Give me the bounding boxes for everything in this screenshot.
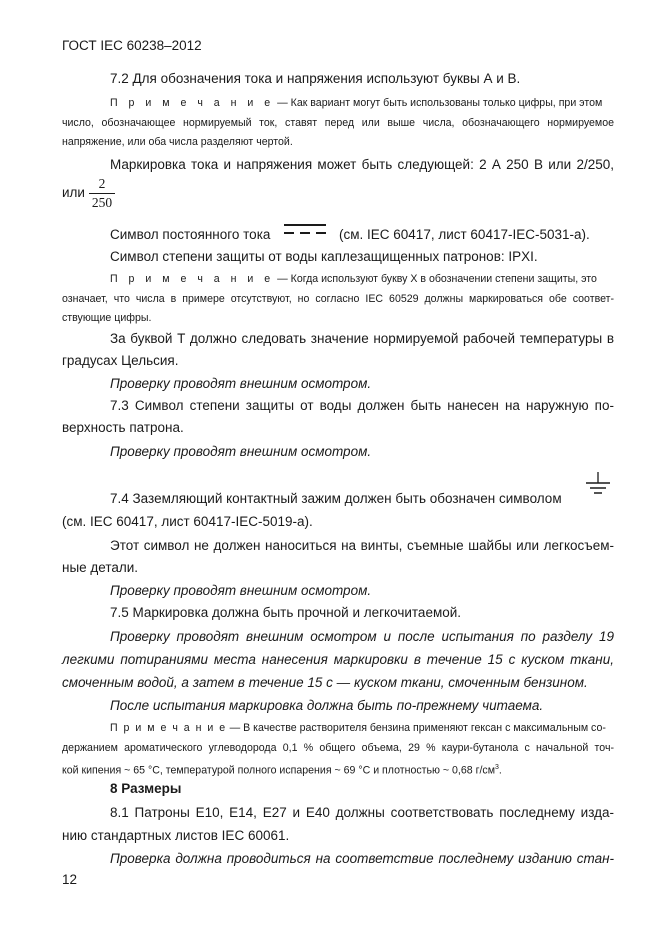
note-1-line-3: напряжение, или оба числа разделяют чертой. — [62, 136, 293, 148]
clause-7-2: 7.2 Для обозначения тока и напряжения используют буквы А и В. — [110, 71, 521, 86]
note-2-line-2: означает, что числа в примере отсутствуют, но согласно IEC 60529 должны маркироваться обе соответ- — [62, 293, 614, 305]
fraction-denominator: 250 — [91, 195, 113, 210]
note-text: — Когда используют букву X в обозначении степени защиты, это — [274, 273, 597, 285]
page-header: ГОСТ IEC 60238–2012 — [62, 38, 202, 53]
clause-7-5: 7.5 Маркировка должна быть прочной и легкочитаемой. — [110, 605, 462, 620]
screws-line-1: Этот символ не должен наноситься на винты, съемные шайбы или легкосъем- — [110, 538, 614, 553]
fraction-bar — [89, 193, 115, 194]
note-text: — Как вариант могут быть использованы только цифры, при этом — [274, 97, 603, 109]
screws-line-2: ные детали. — [62, 560, 139, 575]
note-3-line-2: держанием ароматического углеводорода 0,1 % общего объема, 29 % каури-бутанола с начальной точ- — [62, 742, 614, 754]
note-end: . — [498, 764, 502, 777]
temperature-line-2: градусах Цельсия. — [62, 353, 179, 368]
note-2-line-1 — [110, 271, 614, 288]
clause-8-1-line-2: нию стандартных листов IEC 60061. — [62, 828, 290, 843]
note-label: П р и м е ч а н и е — [110, 722, 227, 734]
durability-test-line-3: смоченным водой, а затем в течение 15 с — куском ткани, смоченным бензином. — [62, 675, 588, 690]
note-2-line-3: ствующие цифры. — [62, 312, 152, 324]
page-number: 12 — [62, 872, 78, 887]
ip-code-line: Символ степени защиты от воды каплезащищенных патронов: IPXI. — [110, 249, 538, 264]
note-text: кой кипения ~ 65 °C, температурой полного испарения ~ 69 °C и плотностью ~ 0,68 г/см — [62, 764, 495, 777]
superscript: 3 — [494, 764, 499, 771]
fraction-numerator: 2 — [98, 176, 106, 191]
note-3-line-1 — [110, 720, 614, 737]
clause-7-3-line-1: 7.3 Символ степени защиты от воды должен быть нанесен на наружную по- — [110, 398, 614, 413]
durability-test-line-1: Проверку проводят внешним осмотром и после испытания по разделу 19 — [110, 629, 614, 644]
clause-7-4-line-1: 7.4 Заземляющий контактный зажим должен быть обозначен символом — [110, 491, 562, 506]
dc-symbol-ref: (см. IEC 60417, лист 60417-IEC-5031-a). — [339, 227, 590, 242]
dc-symbol-label: Символ постоянного тока — [110, 227, 271, 242]
dc-symbol-icon — [282, 222, 328, 238]
earth-symbol-icon — [584, 471, 612, 497]
or-label: или — [62, 185, 85, 200]
section-8-heading: 8 Размеры — [110, 781, 182, 796]
note-1-line-2: число, обозначающее нормируемый ток, ставят перед или выше числа, обозначающего нормируемое — [62, 117, 614, 129]
note-text: — В качестве растворителя бензина применяют гексан с максимальным со- — [226, 722, 606, 734]
note-3-line-3 — [62, 759, 614, 780]
note-label: П р и м е ч а н и е — [110, 273, 275, 285]
note-1-line-1 — [110, 95, 614, 112]
clause-8-1-line-1: 8.1 Патроны Е10, Е14, Е27 и Е40 должны соответствовать последнему изда- — [110, 805, 614, 820]
durability-test-line-2: легкими потираниями места нанесения маркировки в течение 15 с куском ткани, — [62, 652, 614, 667]
check-note-1: Проверку проводят внешним осмотром. — [110, 376, 372, 391]
temperature-line-1: За буквой Т должно следовать значение нормируемой рабочей температуры в — [110, 331, 614, 346]
check-note-4: Проверка должна проводиться на соответствие последнему изданию стан- — [110, 851, 614, 866]
check-note-3: Проверку проводят внешним осмотром. — [110, 583, 372, 598]
note-label: П р и м е ч а н и е — [110, 97, 275, 109]
clause-7-4-line-2: (см. IEC 60417, лист 60417-IEC-5019-a). — [62, 514, 313, 529]
clause-7-3-line-2: верхность патрона. — [62, 420, 184, 435]
marking-example-line: Маркировка тока и напряжения может быть следующей: 2 А 250 В или 2/250, — [110, 157, 614, 172]
check-note-2: Проверку проводят внешним осмотром. — [110, 444, 372, 459]
dc-symbol-line — [110, 226, 614, 243]
fraction-example — [89, 176, 115, 211]
durability-result: После испытания маркировка должна быть по-прежнему читаема. — [110, 698, 544, 713]
